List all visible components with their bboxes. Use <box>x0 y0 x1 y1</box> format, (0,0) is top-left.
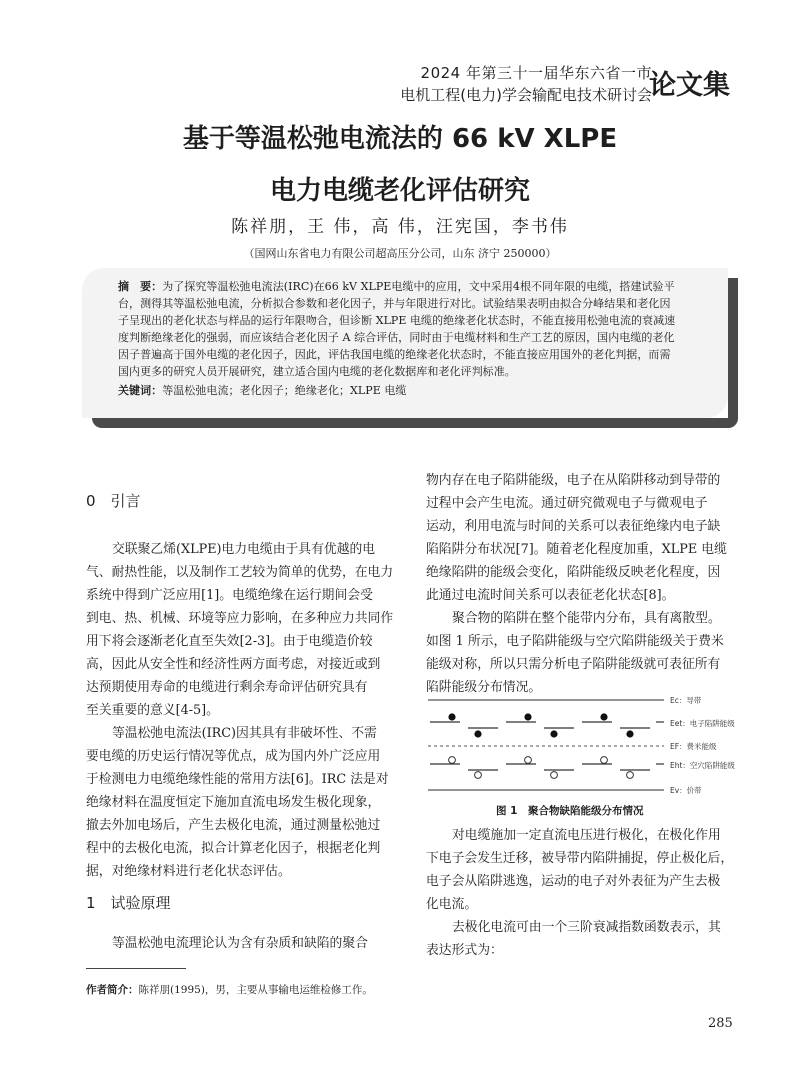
abstract-line: 子呈现出的老化状态与样品的运行年限吻合，但诊断 XLPE 电缆的绝缘老化状态时，不能直接用松弛电流的衰减速 <box>118 314 676 327</box>
body-line: 用下将会逐渐老化直至失效[2-3]。由于电缆造价较 <box>86 634 373 649</box>
footnote-rule <box>86 968 186 969</box>
author-list: 陈祥朋，王 伟，高 伟，汪宪国，李书伟 <box>231 217 569 237</box>
keywords-label: 关键词： <box>118 384 163 397</box>
abstract-line: 国内更多的研究人员开展研究，建立适合国内电缆的老化数据库和老化评判标准。 <box>118 365 516 378</box>
body-line: 下电子会发生迁移，被导带内陷阱捕捉，停止极化后， <box>426 851 734 866</box>
label-conduction-band: Ec：导带 <box>670 696 702 705</box>
body-line: 对电缆施加一定直流电压进行极化，在极化作用 <box>452 828 721 843</box>
label-fermi-level: EF：费米能级 <box>670 742 717 751</box>
body-line: 陷阱能级分布情况。 <box>426 680 542 695</box>
page-number: 285 <box>708 1016 733 1031</box>
body-line: 表达形式为： <box>426 943 503 958</box>
keywords-line <box>118 382 406 399</box>
body-line: 此通过电流时间关系可以表征老化状态[8]。 <box>426 588 675 603</box>
body-line: 达预期使用寿命的电缆进行剩余寿命评估研究具有 <box>86 680 368 695</box>
section-heading-introduction: 0 引言 <box>86 492 141 510</box>
body-line: 等温松弛电流理论认为含有杂质和缺陷的聚合 <box>112 936 368 951</box>
body-line: 物内存在电子陷阱能级，电子在从陷阱移动到导带的 <box>426 473 721 488</box>
label-valence-band: Ev：价带 <box>670 786 702 795</box>
body-line: 去极化电流可由一个三阶衰减指数函数表示，其 <box>452 920 721 935</box>
abstract-label: 摘 要： <box>118 280 163 293</box>
keywords: 等温松弛电流；老化因子；绝缘老化；XLPE 电缆 <box>162 384 407 397</box>
trapped-electrons <box>448 713 633 737</box>
body-line: 绝缘材料在温度恒定下施加直流电场发生极化现象， <box>86 795 381 810</box>
abstract-box-shadow <box>728 278 738 428</box>
body-line: 电子会从陷阱逃逸，运动的电子对外表征为产生去极 <box>426 874 721 889</box>
abstract-box-shadow-bottom <box>92 418 738 428</box>
body-line: 程中的去极化电流，拟合计算老化因子，根据老化判 <box>86 841 381 856</box>
body-line: 要电缆的历史运行情况等优点，成为国内外广泛应用 <box>86 749 381 764</box>
body-line: 至关重要的意义[4-5]。 <box>86 703 219 718</box>
hole-trap-levels <box>430 764 664 770</box>
electron-trap-levels <box>430 722 664 728</box>
body-line: 绝缘陷阱的能级会变化，陷阱能级反映老化程度，因 <box>426 565 721 580</box>
body-line: 系统中得到广泛应用[1]。电缆绝缘在运行期间会受 <box>86 588 373 603</box>
proceedings-header-line1: 2024 年第三十一届华东六省一市 <box>420 64 652 82</box>
label-hole-trap: Eht：空穴陷阱能级 <box>670 761 735 770</box>
paper-title-line1: 基于等温松弛电流法的 66 kV XLPE <box>182 124 618 154</box>
body-line: 陷陷阱分布状况[7]。随着老化程度加重，XLPE 电缆 <box>426 542 727 557</box>
affiliation: （国网山东省电力有限公司超高压分公司，山东 济宁 250000） <box>243 247 557 260</box>
paper-title-line2: 电力电缆老化评估研究 <box>269 176 530 206</box>
body-line: 运动，利用电流与时间的关系可以表征绝缘内电子缺 <box>426 519 721 534</box>
body-line: 过程中会产生电流。通过研究微观电子与微观电子 <box>426 496 708 511</box>
body-line: 能级对称，所以只需分析电子陷阱能级就可表征所有 <box>426 657 721 672</box>
body-line: 据，对绝缘材料进行老化状态评估。 <box>86 864 291 879</box>
body-line: 如图 1 所示，电子陷阱能级与空穴陷阱能级关于费米 <box>426 634 724 649</box>
body-line: 撤去外加电场后，产生去极化电流，通过测量松弛过 <box>86 818 381 833</box>
body-line: 气、耐热性能，以及制作工艺较为简单的优势，在电力 <box>86 565 394 580</box>
abstract-line: 度判断绝缘老化的强弱，而应该结合老化因子 A 综合评估，同时由于电缆材料和生产工艺的原因，国内电缆的老化 <box>118 331 675 344</box>
figure-caption: 图 1 聚合物缺陷能级分布情况 <box>496 805 644 817</box>
author-bio-label: 作者简介： <box>86 984 139 996</box>
label-electron-trap: Eet：电子陷阱能级 <box>670 719 735 728</box>
abstract-line: 摘 要：为了探究等温松弛电流法(IRC)在66 kV XLPE电缆中的应用，文中采用4根不同年限的电缆，搭建试验平 <box>118 280 675 293</box>
author-bio <box>86 982 373 997</box>
abstract-line: 台，测得其等温松弛电流，分析拟合参数和老化因子，并与年限进行对比。试验结果表明由拟合分峰结果和老化因 <box>118 297 671 310</box>
author-bio-text: 陈祥朋(1995)，男，主要从事输电运维检修工作。 <box>138 984 373 996</box>
abstract-line: 因子普遍高于国外电缆的老化因子，因此，评估我国电缆的绝缘老化状态时，不能直接应用国外的老化判据，而需 <box>118 348 671 361</box>
body-line: 于检测电力电缆绝缘性能的常用方法[6]。IRC 法是对 <box>86 772 389 787</box>
energy-level-diagram <box>420 690 742 798</box>
trapped-holes <box>449 757 634 779</box>
body-line: 交联聚乙烯(XLPE)电力电缆由于具有优越的电 <box>112 542 376 557</box>
proceedings-badge: 论文集 <box>649 70 730 101</box>
body-line: 聚合物的陷阱在整个能带内分布，具有离散型。 <box>452 611 721 626</box>
body-line: 等温松弛电流法(IRC)因其具有非破坏性、不需 <box>112 726 377 741</box>
body-line: 化电流。 <box>426 897 478 912</box>
proceedings-header-line2: 电机工程(电力)学会输配电技术研讨会 <box>400 86 652 104</box>
body-line: 到电、热、机械、环境等应力影响，在多种应力共同作 <box>86 611 394 626</box>
body-line: 高，因此从安全性和经济性两方面考虑，对接近或到 <box>86 657 381 672</box>
section-heading-principle: 1 试验原理 <box>86 894 171 912</box>
